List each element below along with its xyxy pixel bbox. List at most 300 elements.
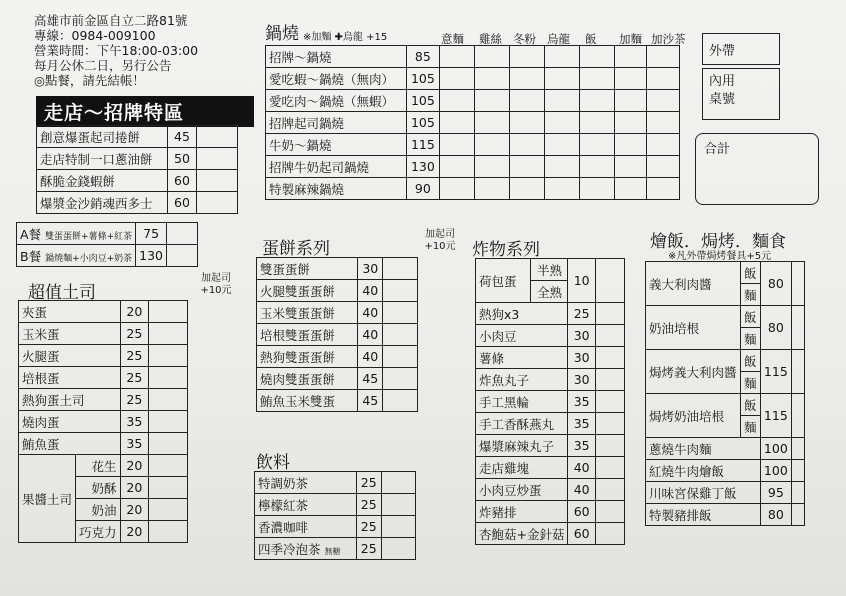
fried-row (476, 303, 625, 325)
order-qty-cell[interactable] (439, 134, 474, 156)
toast-row (19, 345, 188, 367)
item-name: 特製麻辣鍋燒 (266, 178, 407, 200)
noodle-col-label: 雞絲 (479, 32, 502, 46)
order-qty-cell[interactable] (509, 134, 544, 156)
item-name: 招牌牛奶起司鍋燒 (266, 156, 407, 178)
item-price: 30 (568, 369, 595, 391)
item-name: 川味宮保雞丁飯 (646, 482, 761, 504)
fried-row (476, 369, 625, 391)
order-qty-cell[interactable] (383, 368, 418, 390)
order-qty-cell[interactable] (595, 479, 624, 501)
order-qty-cell[interactable] (439, 112, 474, 134)
item-price: 80 (760, 504, 791, 526)
rice-table (645, 261, 805, 526)
order-qty-cell[interactable] (791, 262, 804, 306)
item-name: 紅燒牛肉燴飯 (646, 460, 761, 482)
signature-table (36, 125, 238, 214)
store-address: 高雄市前金區自立二路81號 (34, 13, 188, 28)
takeout-box[interactable] (702, 33, 780, 65)
order-qty-cell[interactable] (791, 438, 804, 460)
item-price: 90 (407, 178, 440, 200)
order-qty-cell[interactable] (595, 501, 624, 523)
order-qty-cell[interactable] (791, 350, 804, 394)
item-price: 10 (568, 259, 595, 303)
item-price: 25 (120, 323, 149, 345)
rice-row (646, 504, 805, 526)
order-qty-cell[interactable] (646, 46, 679, 68)
order-qty-cell[interactable] (149, 301, 188, 323)
store-hours: 營業時間：下午18:00-03:00 (34, 43, 199, 58)
noodle-table (265, 45, 680, 200)
order-qty-cell[interactable] (474, 112, 509, 134)
order-qty-cell[interactable] (381, 494, 415, 516)
order-qty-cell[interactable] (149, 521, 188, 543)
toast-row (19, 389, 188, 411)
item-price: 80 (760, 306, 791, 350)
order-qty-cell[interactable] (474, 156, 509, 178)
item-name: 手工香酥燕丸 (476, 413, 568, 435)
order-qty-cell[interactable] (646, 68, 679, 90)
item-price: 35 (568, 391, 595, 413)
item-name: 夾蛋 (19, 301, 121, 323)
item-name: 火腿雙蛋蛋餅 (257, 280, 358, 302)
drink-tag: 無糖 (324, 546, 341, 556)
item-name (255, 472, 357, 494)
order-qty-cell[interactable] (509, 68, 544, 90)
signature-row (37, 170, 238, 192)
noodle-option: 麵 (740, 284, 760, 306)
toast-row (19, 301, 188, 323)
order-qty-cell[interactable] (595, 347, 624, 369)
order-qty-cell[interactable] (509, 46, 544, 68)
order-qty-cell[interactable] (474, 134, 509, 156)
order-qty-cell[interactable] (149, 389, 188, 411)
toast-row (19, 433, 188, 455)
order-qty-cell[interactable] (579, 46, 614, 68)
order-qty-cell[interactable] (595, 413, 624, 435)
item-name: 義大利肉醬 (646, 262, 741, 306)
item-price: 20 (120, 477, 149, 499)
order-qty-cell[interactable] (439, 90, 474, 112)
order-qty-cell[interactable] (381, 538, 415, 560)
item-price: 20 (120, 455, 149, 477)
order-qty-cell[interactable] (439, 156, 474, 178)
set-desc: 鍋燒麵+小肉豆+奶茶 (45, 253, 133, 264)
item-price: 25 (356, 538, 381, 560)
item-price: 115 (760, 394, 791, 438)
set-table (16, 222, 198, 267)
order-qty-cell[interactable] (509, 156, 544, 178)
order-qty-cell[interactable] (614, 68, 646, 90)
noodle-option: 麵 (740, 416, 760, 438)
item-price: 45 (358, 368, 383, 390)
noodle-option: 麵 (740, 328, 760, 350)
item-price: 95 (760, 482, 791, 504)
item-price: 100 (760, 460, 791, 482)
order-qty-cell[interactable] (544, 112, 579, 134)
dinein-label: 內用 桌號 (709, 74, 736, 107)
fried-row (476, 347, 625, 369)
drink-row (255, 516, 416, 538)
rice-combo-row (646, 306, 805, 328)
fried-title: 炸物系列 (472, 240, 540, 260)
order-qty-cell[interactable] (197, 170, 238, 192)
eggroll-row (257, 280, 418, 302)
item-name: 創意爆蛋起司捲餅 (37, 126, 168, 148)
order-qty-cell[interactable] (595, 325, 624, 347)
fried-row (476, 435, 625, 457)
store-info (34, 13, 198, 88)
item-price: 80 (760, 262, 791, 306)
fried-row (476, 457, 625, 479)
item-price: 20 (120, 521, 149, 543)
set-name (17, 223, 136, 245)
eggroll-row (257, 258, 418, 280)
egg-option: 全熟 (531, 281, 568, 303)
noodle-option: 麵 (740, 372, 760, 394)
item-name: 蔥燒牛肉麵 (646, 438, 761, 460)
order-qty-cell[interactable] (595, 391, 624, 413)
set-label: B餐 (20, 248, 42, 264)
item-name: 走店特制一口蔥油餅 (37, 148, 168, 170)
order-qty-cell[interactable] (474, 46, 509, 68)
item-price: 30 (568, 347, 595, 369)
item-price: 25 (356, 494, 381, 516)
order-qty-cell[interactable] (149, 477, 188, 499)
noodle-columns (441, 31, 691, 45)
rice-combo-row (646, 350, 805, 372)
order-qty-cell[interactable] (197, 148, 238, 170)
item-name: 手工黑輪 (476, 391, 568, 413)
set-row (17, 223, 198, 245)
set-desc: 雙蛋蛋餅+薯條+紅茶 (45, 231, 133, 242)
set-name (17, 245, 136, 267)
item-price: 85 (407, 46, 440, 68)
item-price: 105 (407, 68, 440, 90)
dinein-box[interactable] (702, 68, 780, 120)
item-name: 爆漿金沙銷魂西多士 (37, 192, 168, 214)
total-box[interactable] (695, 133, 819, 205)
order-qty-cell[interactable] (149, 345, 188, 367)
drinks-title: 飲料 (256, 453, 290, 473)
fried-row (476, 523, 625, 545)
order-qty-cell[interactable] (197, 192, 238, 214)
total-label: 合計 (704, 142, 731, 157)
order-qty-cell[interactable] (646, 156, 679, 178)
eggroll-row (257, 368, 418, 390)
item-price: 115 (760, 350, 791, 394)
eggroll-table (256, 257, 418, 412)
item-name: 酥脆金錢蝦餅 (37, 170, 168, 192)
item-price: 40 (358, 302, 383, 324)
order-qty-cell[interactable] (149, 499, 188, 521)
item-name (255, 494, 357, 516)
jam-label: 果醬土司 (19, 455, 76, 543)
order-qty-cell[interactable] (614, 178, 646, 200)
item-price: 50 (168, 148, 197, 170)
item-name: 雙蛋蛋餅 (257, 258, 358, 280)
item-price: 60 (168, 192, 197, 214)
item-price: 60 (568, 523, 595, 545)
order-qty-cell[interactable] (381, 516, 415, 538)
eggroll-addon: 加起司 +10元 (424, 229, 456, 252)
item-price: 25 (356, 516, 381, 538)
store-closed: 每月公休二日，另行公告 (34, 58, 172, 73)
order-qty-cell[interactable] (167, 245, 198, 267)
item-price: 25 (120, 389, 149, 411)
item-price: 45 (168, 126, 197, 148)
rice-combo-row (646, 394, 805, 416)
order-qty-cell[interactable] (595, 435, 624, 457)
order-qty-cell[interactable] (383, 302, 418, 324)
signature-row (37, 126, 238, 148)
set-label: A餐 (20, 226, 42, 242)
item-name: 熱狗蛋土司 (19, 389, 121, 411)
item-price: 30 (568, 325, 595, 347)
order-qty-cell[interactable] (149, 411, 188, 433)
order-qty-cell[interactable] (149, 433, 188, 455)
noodle-row (266, 156, 680, 178)
item-name: 爆漿麻辣丸子 (476, 435, 568, 457)
order-qty-cell[interactable] (579, 156, 614, 178)
rice-row (646, 460, 805, 482)
eggroll-title: 蛋餅系列 (262, 239, 330, 259)
fried-row (476, 479, 625, 501)
order-qty-cell[interactable] (791, 482, 804, 504)
order-qty-cell[interactable] (544, 156, 579, 178)
item-name: 炸豬排 (476, 501, 568, 523)
item-name: 燒肉蛋 (19, 411, 121, 433)
order-qty-cell[interactable] (646, 90, 679, 112)
noodle-row (266, 46, 680, 68)
drink-row (255, 538, 416, 560)
drink-name: 檸檬紅茶 (258, 497, 309, 513)
order-qty-cell[interactable] (579, 134, 614, 156)
order-qty-cell[interactable] (646, 178, 679, 200)
item-price: 25 (356, 472, 381, 494)
item-price: 100 (760, 438, 791, 460)
order-qty-cell[interactable] (439, 46, 474, 68)
item-price: 40 (358, 324, 383, 346)
order-qty-cell[interactable] (381, 472, 415, 494)
item-name: 杏鮑菇+金針菇 (476, 523, 568, 545)
rice-row (646, 438, 805, 460)
order-qty-cell[interactable] (595, 369, 624, 391)
item-name: 熱狗雙蛋蛋餅 (257, 346, 358, 368)
order-qty-cell[interactable] (614, 156, 646, 178)
item-name: 牛奶～鍋燒 (266, 134, 407, 156)
order-qty-cell[interactable] (383, 280, 418, 302)
item-name (255, 538, 357, 560)
item-price: 25 (120, 345, 149, 367)
item-price: 60 (168, 170, 197, 192)
set-row (17, 245, 198, 267)
signature-row (37, 192, 238, 214)
item-name: 玉米雙蛋蛋餅 (257, 302, 358, 324)
order-qty-cell[interactable] (579, 112, 614, 134)
order-qty-cell[interactable] (149, 455, 188, 477)
item-name: 招牌起司鍋燒 (266, 112, 407, 134)
order-qty-cell[interactable] (383, 390, 418, 412)
order-qty-cell[interactable] (544, 90, 579, 112)
signature-row (37, 148, 238, 170)
order-qty-cell[interactable] (383, 258, 418, 280)
item-name: 奶油培根 (646, 306, 741, 350)
item-name: 荷包蛋 (476, 259, 531, 303)
order-qty-cell[interactable] (509, 112, 544, 134)
rice-combo-row (646, 262, 805, 284)
noodle-extra: ※加麵 ✚烏龍 +15 (303, 32, 388, 43)
order-qty-cell[interactable] (791, 504, 804, 526)
rice-option: 飯 (740, 262, 760, 284)
order-qty-cell[interactable] (614, 134, 646, 156)
item-price: 20 (120, 301, 149, 323)
item-price: 35 (120, 433, 149, 455)
order-qty-cell[interactable] (509, 178, 544, 200)
item-name: 招牌～鍋燒 (266, 46, 407, 68)
item-price: 60 (568, 501, 595, 523)
eggroll-row (257, 390, 418, 412)
item-price: 35 (568, 413, 595, 435)
order-qty-cell[interactable] (544, 46, 579, 68)
item-name: 小肉豆炒蛋 (476, 479, 568, 501)
item-name: 火腿蛋 (19, 345, 121, 367)
order-qty-cell[interactable] (544, 178, 579, 200)
noodle-col-label: 加麵 (619, 32, 642, 46)
jam-name: 巧克力 (76, 521, 121, 543)
order-qty-cell[interactable] (646, 112, 679, 134)
order-qty-cell[interactable] (197, 126, 238, 148)
rice-note: ※凡外帶焗烤餐具+5元 (668, 251, 772, 262)
order-qty-cell[interactable] (595, 259, 624, 303)
jam-name: 奶酥 (76, 477, 121, 499)
noodle-row (266, 112, 680, 134)
toast-row (19, 367, 188, 389)
order-qty-cell[interactable] (579, 178, 614, 200)
rice-option: 飯 (740, 350, 760, 372)
drink-name: 香濃咖啡 (258, 519, 309, 535)
order-qty-cell[interactable] (544, 134, 579, 156)
drink-name: 特調奶茶 (258, 475, 309, 491)
item-price: 35 (568, 435, 595, 457)
fried-row (476, 501, 625, 523)
order-qty-cell[interactable] (579, 90, 614, 112)
item-name: 培根雙蛋蛋餅 (257, 324, 358, 346)
order-qty-cell[interactable] (149, 367, 188, 389)
eggroll-row (257, 346, 418, 368)
order-qty-cell[interactable] (791, 394, 804, 438)
fried-table (475, 258, 625, 545)
item-name: 特製豬排飯 (646, 504, 761, 526)
item-name: 焗烤義大利肉醬 (646, 350, 741, 394)
noodle-row (266, 90, 680, 112)
item-name: 鮪魚蛋 (19, 433, 121, 455)
item-price: 40 (568, 457, 595, 479)
order-qty-cell[interactable] (579, 68, 614, 90)
eggroll-row (257, 324, 418, 346)
eggroll-row (257, 302, 418, 324)
item-name: 燒肉雙蛋蛋餅 (257, 368, 358, 390)
order-qty-cell[interactable] (383, 346, 418, 368)
fried-row (476, 325, 625, 347)
item-price: 40 (568, 479, 595, 501)
noodle-row (266, 68, 680, 90)
item-name: 愛吃蝦～鍋燒（無肉） (266, 68, 407, 90)
store-phone: 專線：0984-009100 (34, 28, 156, 43)
order-qty-cell[interactable] (167, 223, 198, 245)
order-qty-cell[interactable] (474, 90, 509, 112)
rice-title: 燴飯．焗烤．麵食 (650, 232, 786, 252)
order-qty-cell[interactable] (474, 68, 509, 90)
noodle-row (266, 178, 680, 200)
item-name: 玉米蛋 (19, 323, 121, 345)
order-qty-cell[interactable] (474, 178, 509, 200)
jam-name: 花生 (76, 455, 121, 477)
noodle-title: 鍋燒 (265, 24, 299, 44)
item-price: 115 (407, 134, 440, 156)
noodle-col-label: 加沙茶 (651, 32, 686, 46)
item-price: 105 (407, 90, 440, 112)
order-qty-cell[interactable] (509, 90, 544, 112)
noodle-col-label: 烏龍 (547, 32, 570, 46)
item-name: 愛吃肉～鍋燒（無蝦） (266, 90, 407, 112)
order-qty-cell[interactable] (646, 134, 679, 156)
order-qty-cell[interactable] (614, 46, 646, 68)
order-qty-cell[interactable] (791, 460, 804, 482)
order-qty-cell[interactable] (544, 68, 579, 90)
rice-option: 飯 (740, 306, 760, 328)
item-price: 25 (568, 303, 595, 325)
signature-title: 走店～招牌特區 (36, 96, 254, 127)
order-qty-cell[interactable] (383, 324, 418, 346)
item-name: 炸魚丸子 (476, 369, 568, 391)
order-qty-cell[interactable] (439, 178, 474, 200)
toast-table (18, 300, 188, 543)
order-qty-cell[interactable] (791, 306, 804, 350)
item-price: 40 (358, 280, 383, 302)
order-qty-cell[interactable] (595, 523, 624, 545)
item-price: 35 (120, 411, 149, 433)
set-price: 130 (136, 245, 167, 267)
item-price: 40 (358, 346, 383, 368)
fried-row (476, 391, 625, 413)
item-name (255, 516, 357, 538)
item-name: 薯條 (476, 347, 568, 369)
noodle-row (266, 134, 680, 156)
drink-row (255, 472, 416, 494)
item-price: 30 (358, 258, 383, 280)
fried-row (476, 413, 625, 435)
order-qty-cell[interactable] (439, 68, 474, 90)
toast-addon: 加起司 +10元 (200, 273, 232, 296)
fried-egg-row (476, 259, 625, 281)
order-qty-cell[interactable] (149, 323, 188, 345)
toast-row (19, 323, 188, 345)
item-name: 小肉豆 (476, 325, 568, 347)
item-name: 走店雞塊 (476, 457, 568, 479)
order-qty-cell[interactable] (595, 457, 624, 479)
noodle-col-label: 飯 (585, 32, 597, 46)
order-qty-cell[interactable] (614, 112, 646, 134)
set-price: 75 (136, 223, 167, 245)
order-qty-cell[interactable] (595, 303, 624, 325)
egg-option: 半熟 (531, 259, 568, 281)
order-qty-cell[interactable] (614, 90, 646, 112)
rice-row (646, 482, 805, 504)
item-price: 25 (120, 367, 149, 389)
store-note: ◎點餐，請先結帳！ (34, 73, 145, 88)
item-name: 熱狗x3 (476, 303, 568, 325)
